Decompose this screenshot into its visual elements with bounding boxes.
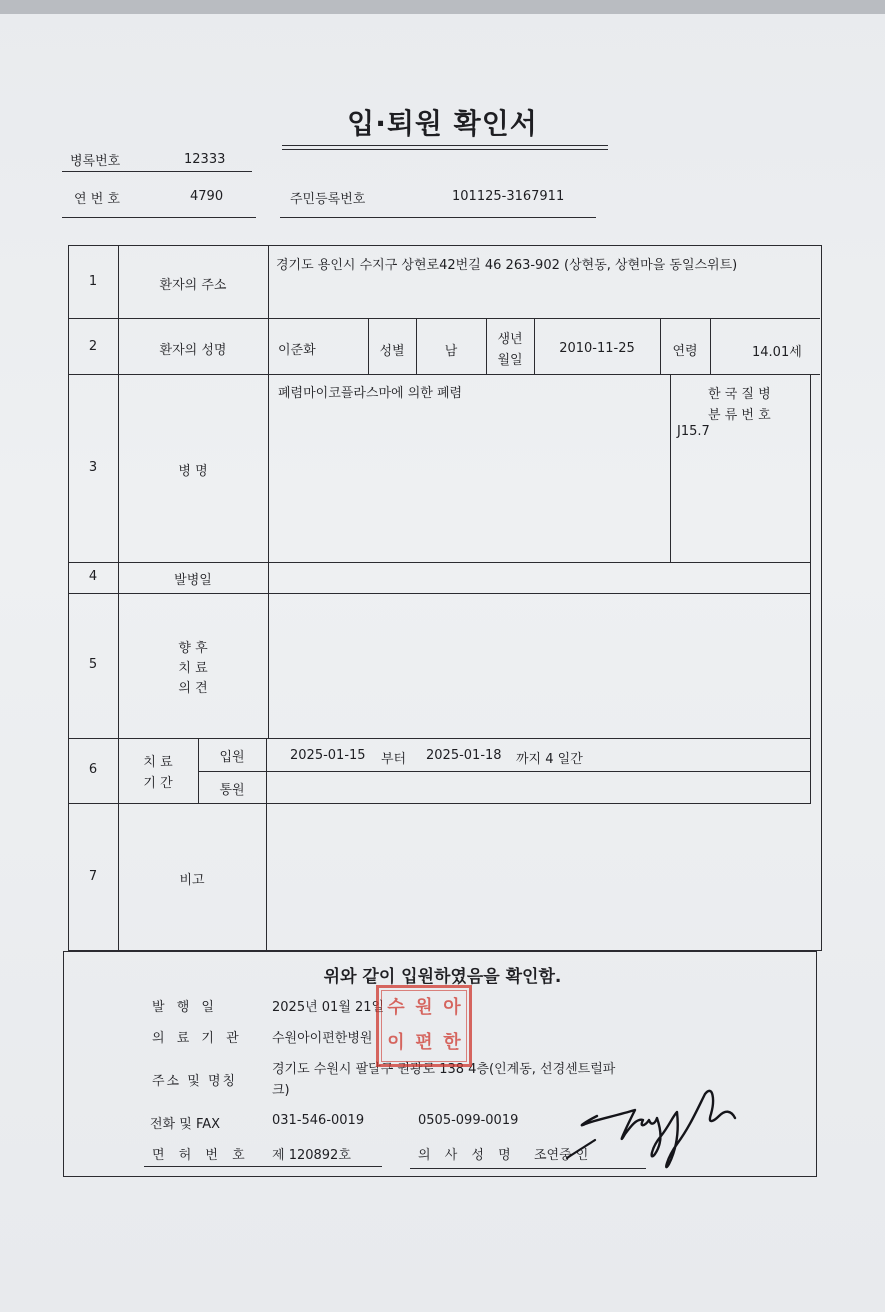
seal-grid: [381, 990, 467, 1062]
row5-label-3: 의 견: [178, 681, 208, 696]
patient-address: 경기도 용인시 수지구 상현로42번길 46 263-902 (상현동, 상현마을 동일스위트): [276, 258, 738, 273]
row2-label: 환자의 성명: [159, 343, 227, 358]
row2-num: 2: [88, 339, 98, 354]
address-label: 주소 및 명칭: [152, 1074, 238, 1089]
row6-num: 6: [88, 762, 98, 777]
row5-num: 5: [88, 657, 98, 672]
doctor-signature: [565, 1070, 745, 1180]
title-underline-2: [282, 149, 608, 150]
phone-label: 전화 및 FAX: [150, 1117, 221, 1132]
seal-char: 편: [415, 1032, 433, 1053]
doctor-label: 의 사 성 명: [418, 1148, 516, 1163]
chart-no-line: [62, 171, 252, 172]
seal-char: 한: [443, 1032, 461, 1053]
serial-no-label: 연 번 호: [74, 192, 120, 207]
kcd-label-2: 분 류 번 호: [708, 408, 771, 423]
issue-date: 2025년 01월 21일: [272, 1000, 385, 1015]
fax-value: 0505-099-0019: [418, 1113, 519, 1128]
diagnosis: 폐렴마이코플라스마에 의한 폐렴: [278, 386, 463, 401]
col-sep-label: [268, 245, 269, 738]
issue-date-label: 발 행 일: [152, 1000, 218, 1015]
row-sep-3: [68, 562, 810, 563]
row-sep-1: [68, 318, 820, 319]
col-sep-label-lower: [266, 738, 267, 951]
hospital-address-2: 크): [272, 1083, 290, 1098]
dob-label-1: 생년: [497, 332, 523, 347]
row-sep-2: [68, 374, 820, 375]
serial-no-line: [62, 217, 256, 218]
hospital-label: 의 료 기 관: [152, 1031, 243, 1046]
inner-right-border: [810, 374, 811, 804]
row-sep-6: [68, 803, 810, 804]
doctor-name: 조연중 인: [534, 1148, 589, 1163]
resident-no-value: 101125-3167911: [452, 189, 565, 204]
col-sep-kcd: [670, 374, 671, 562]
age-label: 연령: [672, 344, 698, 359]
inpatient-label: 입원: [219, 750, 245, 765]
sex-label: 성별: [379, 344, 405, 359]
row3-label: 병 명: [178, 464, 208, 479]
from-word: 부터: [381, 752, 407, 767]
row4-num: 4: [88, 569, 98, 584]
row1-num: 1: [88, 274, 98, 289]
seal-char: 이: [387, 1032, 405, 1053]
age-value: 14.01세: [752, 345, 802, 360]
confirmation-statement: 위와 같이 입원하였음을 확인함.: [323, 967, 562, 987]
to-word: 까지 4 일간: [516, 752, 583, 767]
seal-char: 아: [443, 997, 461, 1018]
dob-label-2: 월일: [497, 353, 523, 368]
seal-char: 원: [415, 997, 433, 1018]
row3-num: 3: [88, 460, 98, 475]
row4-label: 발병일: [174, 573, 212, 588]
chart-no-value: 12333: [184, 152, 226, 167]
hospital-seal: [376, 985, 472, 1067]
row7-num: 7: [88, 869, 98, 884]
row-sep-4: [68, 593, 810, 594]
row5-label-2: 치 료: [178, 661, 208, 676]
chart-no-label: 병록번호: [70, 154, 121, 169]
hospital-name: 수원아이편한병원: [272, 1031, 373, 1046]
patient-name: 이준화: [278, 343, 316, 358]
resident-no-line: [280, 217, 596, 218]
row1-label: 환자의 주소: [159, 278, 227, 293]
serial-no-value: 4790: [190, 189, 224, 204]
sex-value: 남: [444, 344, 458, 359]
outpatient-label: 통원: [219, 783, 245, 798]
row5-label-1: 향 후: [178, 641, 208, 656]
dob-value: 2010-11-25: [559, 341, 635, 356]
title-underline: [282, 145, 608, 146]
row6-label-1: 치 료: [143, 755, 173, 770]
inpatient-from: 2025-01-15: [290, 748, 366, 763]
row7-label: 비고: [179, 873, 205, 888]
license-label: 면 허 번 호: [152, 1148, 250, 1163]
row-sep-5: [68, 738, 810, 739]
hospital-address-1: 경기도 수원시 팔달구 권광로 138 4층(인계동, 선경센트럴파: [272, 1062, 616, 1077]
seal-char: 수: [387, 997, 405, 1018]
kcd-label-1: 한 국 질 병: [708, 387, 771, 402]
row-sep-6a: [198, 771, 810, 772]
resident-no-label: 주민등록번호: [290, 192, 366, 207]
row6-label-2: 기 간: [143, 776, 173, 791]
phone-value: 031-546-0019: [272, 1113, 365, 1128]
license-value: 제 120892호: [272, 1148, 351, 1163]
license-underline: [144, 1166, 382, 1167]
document-title: 입·퇴원 확인서: [347, 107, 538, 140]
kcd-code: J15.7: [677, 424, 710, 439]
inpatient-to: 2025-01-18: [426, 748, 502, 763]
col-sep-age: [710, 318, 711, 374]
top-edge-band: [0, 0, 885, 14]
